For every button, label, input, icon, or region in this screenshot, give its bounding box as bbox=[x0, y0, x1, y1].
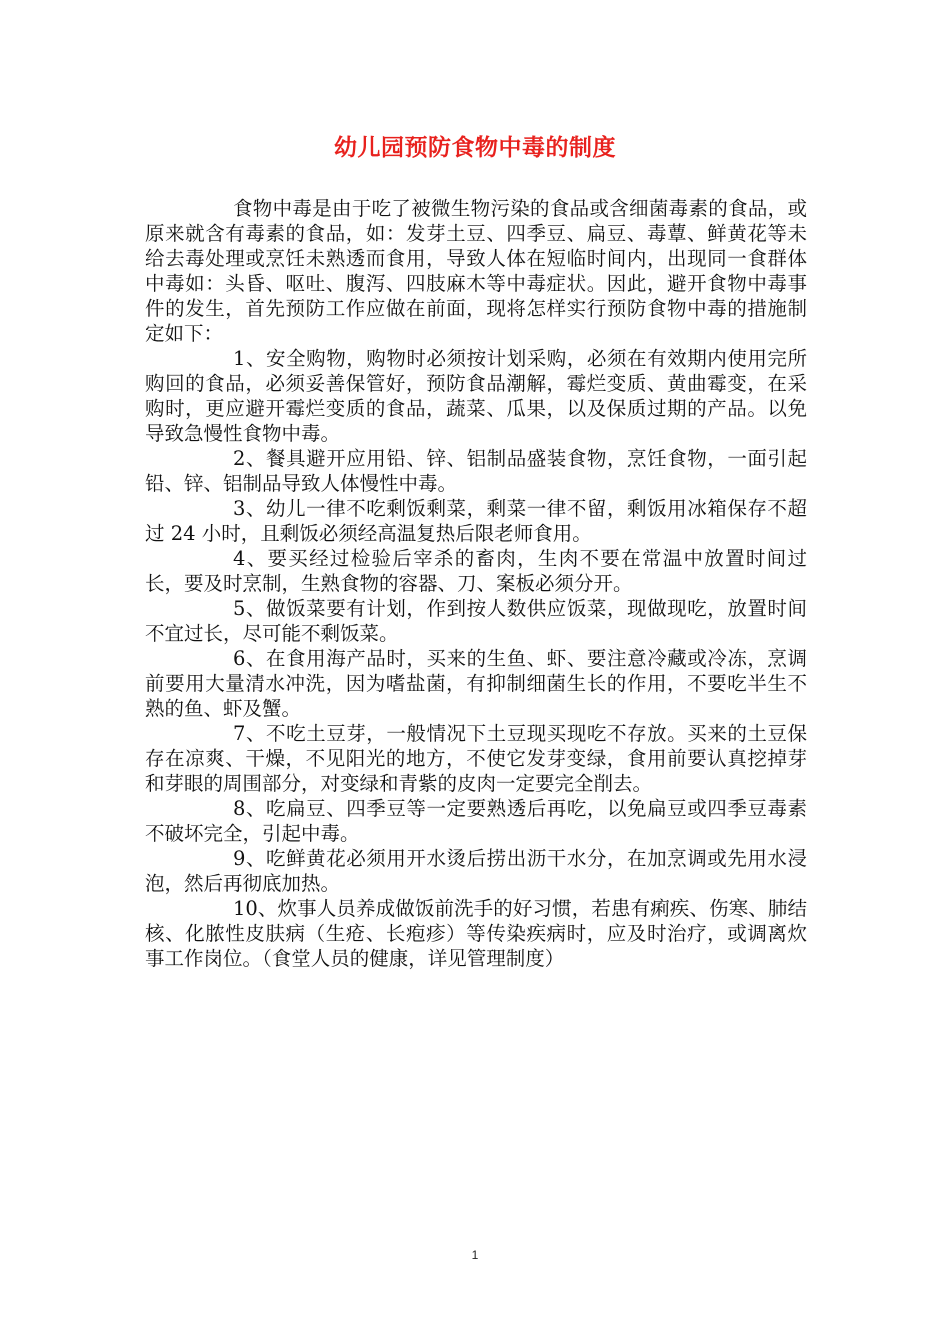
paragraph-item-3: 3、幼儿一律不吃剩饭剩菜，剩菜一律不留，剩饭用冰箱保存不超过 24 小时，且剩饭必须经高温复热后限老师食用。 bbox=[145, 497, 807, 545]
page-title: 幼儿园预防食物中毒的制度 bbox=[334, 135, 616, 161]
paragraph-item-2: 2、餐具避开应用铅、锌、铝制品盛装食物，烹饪食物，一面引起铅、锌、铝制品导致人体慢性中毒。 bbox=[145, 447, 807, 495]
paragraph-item-10: 10、炊事人员养成做饭前洗手的好习惯，若患有痢疾、伤寒、肺结核、化脓性皮肤病（生疮、长疱疹）等传染疾病时，应及时治疗，或调离炊事工作岗位。（食堂人员的健康，详见管理制度） bbox=[145, 897, 807, 970]
document-body bbox=[145, 196, 807, 971]
page-number: 1 bbox=[471, 1248, 479, 1262]
paragraph-item-8: 8、吃扁豆、四季豆等一定要熟透后再吃，以免扁豆或四季豆毒素不破坏完全，引起中毒。 bbox=[145, 797, 807, 845]
paragraph-item-5: 5、做饭菜要有计划，作到按人数供应饭菜，现做现吃，放置时间不宜过长，尽可能不剩饭菜。 bbox=[145, 597, 807, 645]
paragraph-intro: 食物中毒是由于吃了被微生物污染的食品或含细菌毒素的食品，或原来就含有毒素的食品，如：发芽土豆、四季豆、扁豆、毒蕈、鲜黄花等未给去毒处理或烹饪未熟透而食用，导致人体在短临时间内，出现同一食群体中毒如：头昏、呕吐、腹泻、四肢麻木等中毒症状。因此，避开食物中毒事件的发生，首先预防工作应做在前面，现将怎样实行预防食物中毒的措施制定如下： bbox=[145, 197, 807, 345]
paragraph-item-9: 9、吃鲜黄花必须用开水烫后捞出沥干水分，在加烹调或先用水浸泡，然后再彻底加热。 bbox=[145, 847, 807, 895]
paragraph-item-4: 4、要买经过检验后宰杀的畜肉，生肉不要在常温中放置时间过长，要及时烹制，生熟食物的容器、刀、案板必须分开。 bbox=[145, 547, 807, 595]
paragraph-item-6: 6、在食用海产品时，买来的生鱼、虾、要注意冷藏或冷冻，烹调前要用大量清水冲洗，因为嗜盐菌，有抑制细菌生长的作用，不要吃半生不熟的鱼、虾及蟹。 bbox=[145, 647, 807, 720]
paragraph-item-1: 1、安全购物，购物时必须按计划采购，必须在有效期内使用完所购回的食品，必须妥善保管好，预防食品潮解，霉烂变质、黄曲霉变，在采购时，更应避开霉烂变质的食品，蔬菜、瓜果，以及保质过期的产品。以免导致急慢性食物中毒。 bbox=[145, 347, 807, 445]
paragraph-item-7: 7、不吃土豆芽，一般情况下土豆现买现吃不存放。买来的土豆保存在凉爽、干燥，不见阳光的地方，不使它发芽变绿，食用前要认真挖掉芽和芽眼的周围部分，对变绿和青紫的皮肉一定要完全削去。 bbox=[145, 722, 807, 795]
